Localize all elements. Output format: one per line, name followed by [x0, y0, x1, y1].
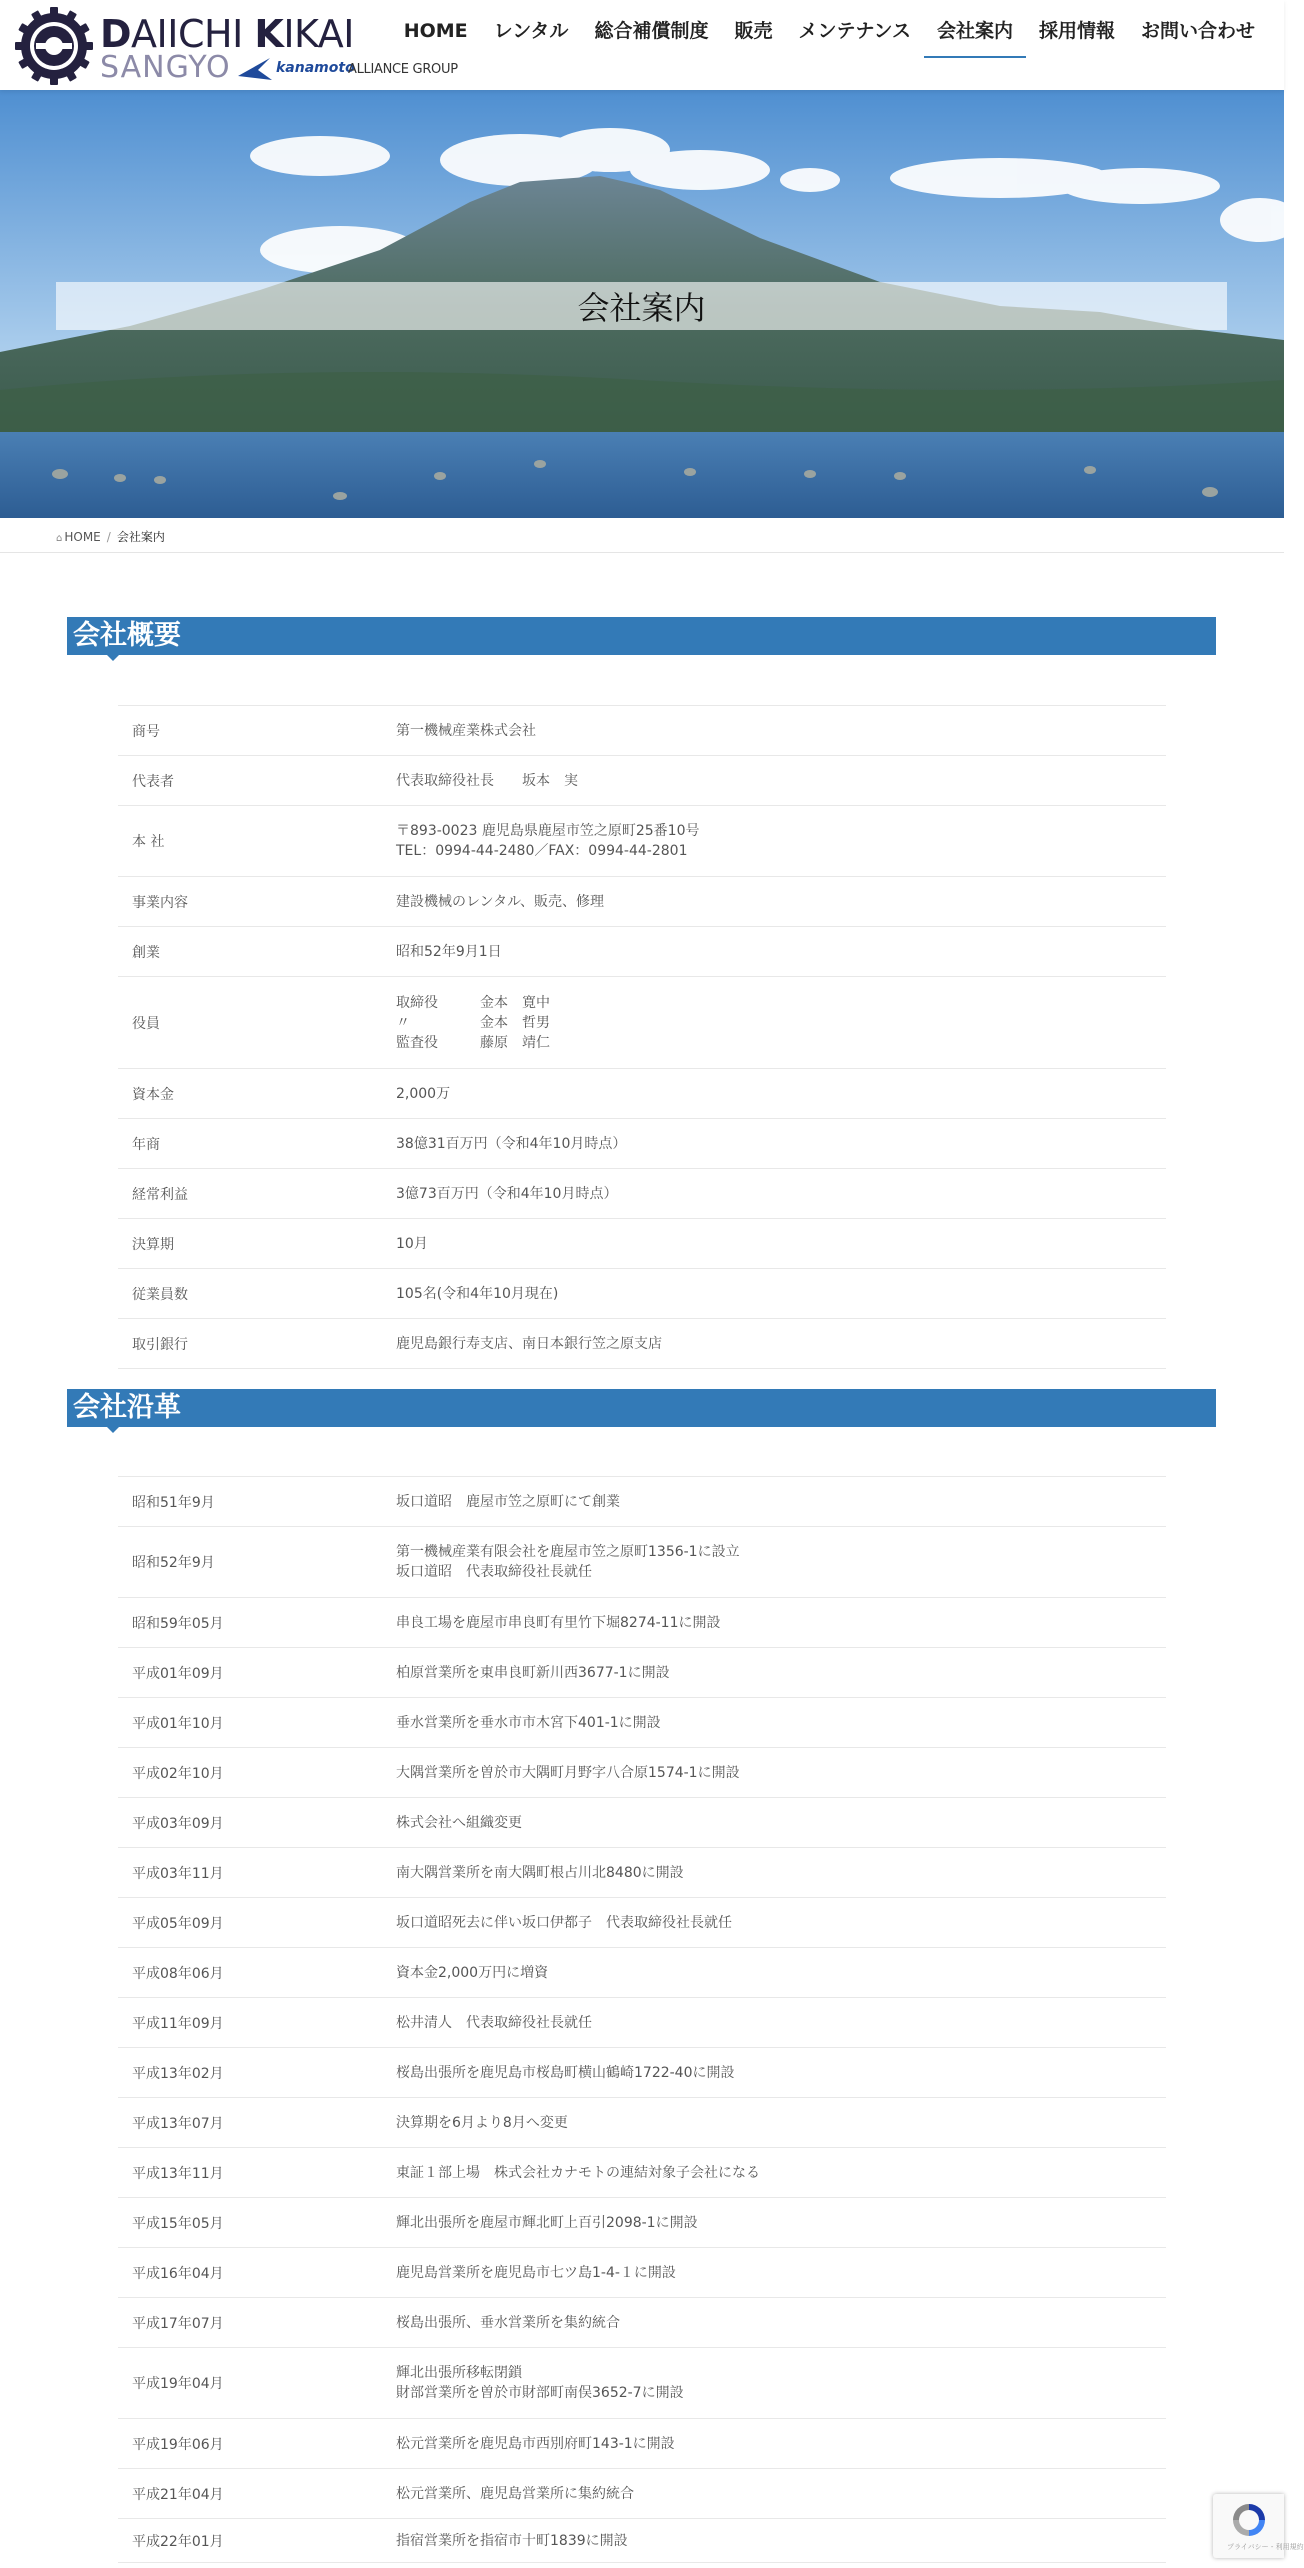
row-label: 昭和51年9月 — [132, 1494, 215, 1511]
table-row — [118, 1598, 1166, 1648]
nav-contact[interactable]: お問い合わせ — [1140, 20, 1255, 42]
overview-heading: 会社概要 — [67, 617, 1216, 655]
row-label: 平成13年02月 — [132, 2065, 224, 2082]
row-value: 柏原営業所を東串良町新川西3677-1に開設 — [396, 1664, 670, 1681]
row-label: 従業員数 — [132, 1286, 188, 1303]
row-label: 平成21年04月 — [132, 2486, 224, 2503]
nav-home[interactable]: HOME — [403, 20, 468, 42]
nav-recruit[interactable]: 採用情報 — [1038, 20, 1115, 42]
row-label: 代表者 — [132, 773, 174, 790]
row-value: 南大隅営業所を南大隅町根占川北8480に開設 — [396, 1864, 684, 1881]
row-value: 輝北出張所を鹿屋市輝北町上百引2098-1に開設 — [396, 2214, 698, 2231]
row-value: 昭和52年9月1日 — [396, 943, 502, 960]
nav-rental[interactable]: レンタル — [493, 20, 569, 42]
row-value: 坂口道昭死去に伴い坂口伊都子 代表取締役社長就任 — [396, 1914, 732, 1931]
row-label: 経常利益 — [132, 1186, 188, 1203]
row-label: 平成11年09月 — [132, 2015, 224, 2032]
overview-table — [118, 705, 1166, 1369]
row-value: 桜島出張所、垂水営業所を集約統合 — [396, 2314, 620, 2331]
table-row — [118, 2148, 1166, 2198]
row-value: 株式会社へ組織変更 — [396, 1814, 522, 1831]
breadcrumb — [0, 518, 1284, 553]
row-value: 取締役 金本 寛中 〃 金本 哲男 監査役 藤原 靖仁 — [396, 994, 550, 1051]
table-row — [118, 1898, 1166, 1948]
table-row — [118, 806, 1166, 877]
row-label: 平成19年06月 — [132, 2436, 224, 2453]
row-label: 平成22年01月 — [132, 2533, 224, 2550]
row-value: 串良工場を鹿屋市串良町有里竹下堀8274-11に開設 — [396, 1614, 721, 1631]
row-value: 東証１部上場 株式会社カナモトの連結対象子会社になる — [396, 2164, 760, 2181]
table-row — [118, 1069, 1166, 1119]
row-label: 本 社 — [132, 834, 165, 850]
row-label: 事業内容 — [132, 894, 188, 911]
row-value: 2,000万 — [396, 1085, 451, 1102]
row-label: 平成13年07月 — [132, 2115, 224, 2132]
row-value: 坂口道昭 鹿屋市笠之原町にて創業 — [396, 1493, 620, 1510]
row-value: 輝北出張所移転閉鎖 財部営業所を曽於市財部町南俣3652-7に開設 — [396, 2365, 684, 2401]
table-row — [118, 1698, 1166, 1748]
table-row — [118, 1748, 1166, 1798]
row-value: 大隅営業所を曽於市大隅町月野字八合原1574-1に開設 — [396, 1764, 740, 1781]
row-value: 松井清人 代表取締役社長就任 — [396, 2014, 592, 2031]
table-row — [118, 1477, 1166, 1527]
table-row — [118, 927, 1166, 977]
row-label: 平成17年07月 — [132, 2315, 224, 2332]
row-label: 平成01年09月 — [132, 1665, 224, 1682]
row-label: 昭和59年05月 — [132, 1615, 224, 1632]
recaptcha-badge[interactable] — [1213, 2494, 1304, 2558]
row-value: 松元営業所、鹿児島営業所に集約統合 — [396, 2485, 634, 2502]
row-value: 鹿児島営業所を鹿児島市七ツ島1-4-１に開設 — [396, 2264, 676, 2281]
page-title: 会社案内 — [56, 282, 1227, 330]
table-row — [118, 1948, 1166, 1998]
table-row — [118, 2248, 1166, 2298]
nav-maintenance[interactable]: メンテナンス — [798, 20, 911, 42]
table-row — [118, 1319, 1166, 1369]
table-row — [118, 1269, 1166, 1319]
table-row — [118, 1798, 1166, 1848]
table-row — [118, 2098, 1166, 2148]
row-label: 昭和52年9月 — [132, 1555, 215, 1571]
alliance-group-label: ALLIANCE GROUP — [348, 62, 458, 77]
breadcrumb-current: 会社案内 — [116, 530, 165, 544]
history-table — [118, 1476, 1166, 2563]
row-value: 決算期を6月より8月へ変更 — [396, 2114, 568, 2131]
row-label: 平成16年04月 — [132, 2265, 224, 2282]
table-row — [118, 2348, 1166, 2419]
row-value: 10月 — [396, 1235, 428, 1252]
table-row — [118, 2048, 1166, 2098]
nav-company[interactable]: 会社案内 — [924, 0, 1026, 90]
row-value: 105名(令和4年10月現在) — [396, 1285, 559, 1302]
table-row — [118, 1219, 1166, 1269]
site-header — [0, 0, 1284, 90]
row-value: 3億73百万円（令和4年10月時点） — [396, 1185, 618, 1202]
table-row — [118, 1527, 1166, 1598]
kanamoto-swoosh-icon — [236, 54, 276, 84]
gear-logo-icon — [14, 6, 94, 86]
row-label: 平成13年11月 — [132, 2165, 224, 2182]
row-value: 第一機械産業有限会社を鹿屋市笠之原町1356-1に設立 坂口道昭 代表取締役社長就任 — [396, 1544, 740, 1580]
table-row — [118, 1169, 1166, 1219]
row-value: 〒893-0023 鹿児島県鹿屋市笠之原町25番10号 TEL：0994-44-2480／FAX：0994-44-2801 — [396, 823, 700, 859]
table-row — [118, 706, 1166, 756]
breadcrumb-home[interactable]: HOME — [64, 530, 101, 544]
row-label: 平成05年09月 — [132, 1915, 224, 1932]
table-row — [118, 2298, 1166, 2348]
table-row — [118, 2519, 1166, 2563]
row-value: 鹿児島銀行寿支店、南日本銀行笠之原支店 — [396, 1335, 662, 1352]
recaptcha-icon — [1229, 2500, 1269, 2540]
row-value: 代表取締役社長 坂本 実 — [396, 772, 578, 789]
row-value: 垂水営業所を垂水市市木宮下401-1に開設 — [396, 1714, 661, 1731]
main-nav — [391, 0, 1268, 90]
home-icon: ⌂ — [56, 533, 63, 544]
hero-banner — [0, 90, 1284, 518]
row-value: 松元営業所を鹿児島市西別府町143-1に開設 — [396, 2435, 675, 2452]
row-label: 取引銀行 — [132, 1336, 188, 1353]
table-row — [118, 2419, 1166, 2469]
kanamoto-label: kanamoto — [276, 60, 355, 76]
row-value: 指宿営業所を指宿市十町1839に開設 — [396, 2532, 628, 2549]
row-label: 平成01年10月 — [132, 1715, 224, 1732]
row-label: 決算期 — [132, 1236, 174, 1253]
table-row — [118, 1848, 1166, 1898]
logo-sangyo: SANGYO — [100, 50, 231, 85]
row-label: 平成03年09月 — [132, 1815, 224, 1832]
row-label: 創業 — [132, 944, 160, 961]
row-label: 平成19年04月 — [132, 2376, 224, 2392]
logo-daiichi-kikai: DAIICHI KIKAI — [100, 12, 354, 56]
row-label: 平成15年05月 — [132, 2215, 224, 2232]
nav-sales[interactable]: 販売 — [734, 20, 773, 42]
table-row — [118, 877, 1166, 927]
table-row — [118, 2198, 1166, 2248]
nav-compensation[interactable]: 総合補償制度 — [594, 20, 709, 42]
row-label: 商号 — [132, 723, 160, 740]
table-row — [118, 756, 1166, 806]
table-row — [118, 2469, 1166, 2519]
table-row — [118, 977, 1166, 1069]
table-row — [118, 1998, 1166, 2048]
history-heading: 会社沿革 — [67, 1389, 1216, 1427]
row-label: 平成02年10月 — [132, 1765, 224, 1782]
recaptcha-links[interactable]: プライバシー - 利用規約 — [1227, 2543, 1304, 2551]
row-label: 年商 — [132, 1136, 160, 1153]
row-value: 第一機械産業株式会社 — [396, 722, 536, 739]
row-label: 平成08年06月 — [132, 1965, 224, 1982]
table-row — [118, 1648, 1166, 1698]
row-label: 役員 — [132, 1015, 160, 1032]
row-value: 桜島出張所を鹿児島市桜島町横山鶴崎1722-40に開設 — [396, 2064, 735, 2081]
table-row — [118, 1119, 1166, 1169]
row-value: 資本金2,000万円に増資 — [396, 1964, 549, 1981]
row-value: 建設機械のレンタル、販売、修理 — [396, 893, 604, 910]
row-label: 平成03年11月 — [132, 1865, 224, 1882]
row-label: 資本金 — [132, 1086, 174, 1103]
breadcrumb-separator: / — [106, 530, 111, 544]
row-value: 38億31百万円（令和4年10月時点） — [396, 1135, 627, 1152]
